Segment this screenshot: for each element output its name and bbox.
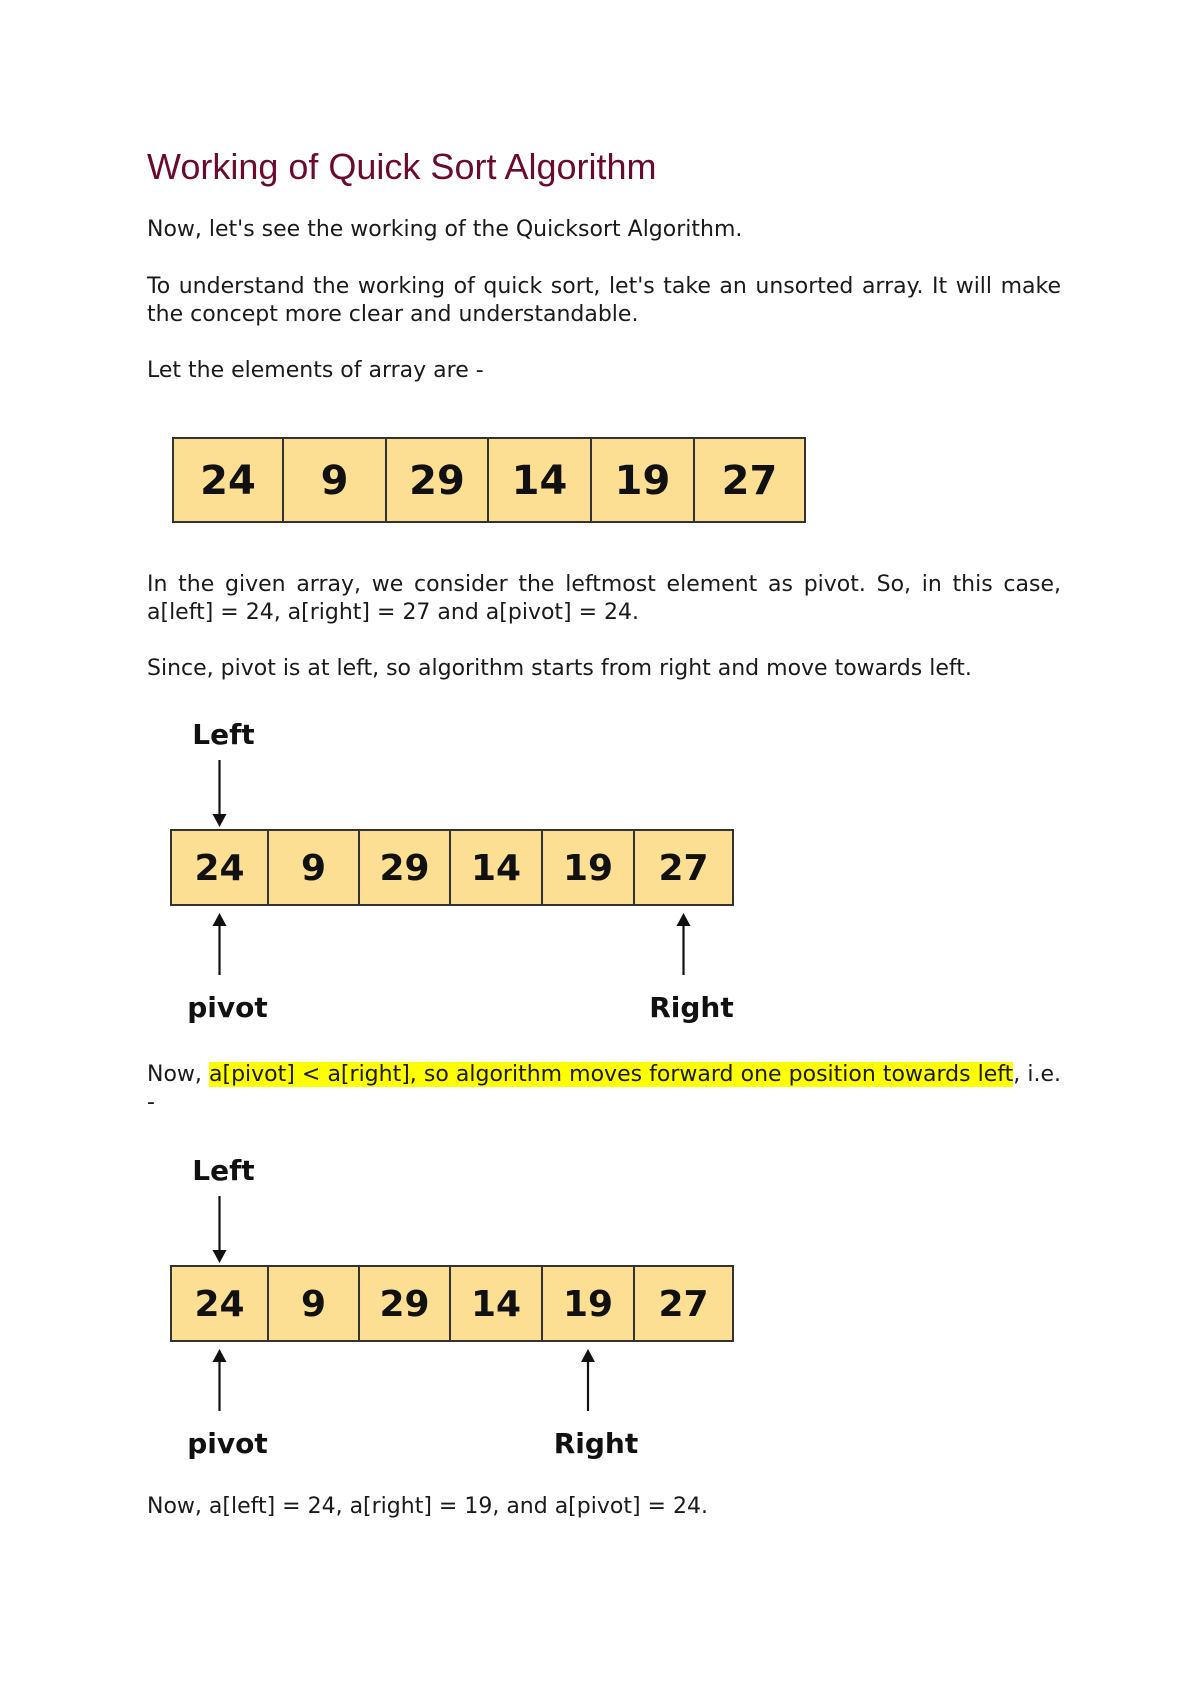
array-cell-value: 24 — [194, 848, 245, 889]
pointer-label: Left — [192, 1154, 255, 1187]
array-cell-value: 24 — [200, 458, 256, 504]
array-figure-initial — [0, 432, 1200, 532]
pivot-explanation-paragraph: In the given array, we consider the leftmost element as pivot. So, in this case, a[left] = 24, a[right] = 27 and a[pivot] = 24. — [147, 572, 1061, 625]
intro-paragraph: Now, let's see the working of the Quicksort Algorithm. — [147, 217, 743, 242]
array-cell-value: 27 — [658, 848, 709, 889]
array-cell-value: 19 — [562, 848, 614, 889]
array-cell-value: 14 — [470, 1284, 522, 1325]
pointer-label: Right — [649, 991, 734, 1024]
array-cell-value: 14 — [470, 848, 522, 889]
array-cell-value: 29 — [379, 1284, 430, 1325]
pointer-pivot — [187, 913, 268, 1024]
comparison-suffix: , i.e. - — [147, 1062, 1061, 1115]
array-cell-value: 24 — [194, 1284, 245, 1325]
pointer-label: pivot — [187, 1427, 268, 1460]
arrow-head-icon — [213, 814, 227, 827]
array-cell-value: 27 — [658, 1284, 709, 1325]
array-cell-value: 9 — [300, 1284, 327, 1325]
array-cell-value: 9 — [300, 848, 327, 889]
pointer-label: Right — [553, 1427, 639, 1460]
array-cell-value: 19 — [614, 458, 671, 504]
array-intro-paragraph: Let the elements of array are - — [147, 358, 484, 383]
array-cell-value: 19 — [562, 1284, 614, 1325]
pointer-label: Left — [192, 718, 255, 751]
comparison-paragraph — [147, 1061, 1061, 1117]
array-cell-value: 27 — [721, 458, 778, 504]
direction-paragraph: Since, pivot is at left, so algorithm starts from right and move towards left. — [147, 656, 972, 681]
array-diagram-with-pointers — [0, 712, 1200, 1032]
array-diagram — [0, 432, 1200, 532]
comparison-prefix: Now, — [147, 1062, 209, 1087]
array-cell-value: 9 — [320, 458, 349, 504]
arrow-head-icon — [213, 1250, 227, 1263]
pointer-right — [649, 913, 734, 1024]
page-title: Working of Quick Sort Algorithm — [147, 146, 657, 187]
array-cell-value: 29 — [409, 458, 465, 504]
pointer-label: pivot — [187, 991, 268, 1024]
explanation-paragraph: To understand the working of quick sort, let's take an unsorted array. It will make the concept more clear and understandable. — [147, 274, 1061, 327]
array-figure-step-2 — [0, 1148, 1200, 1468]
pointer-pivot — [187, 1349, 268, 1460]
array-diagram-with-pointers — [0, 1148, 1200, 1468]
pointer-right — [554, 1349, 639, 1460]
array-cell-value: 29 — [379, 848, 430, 889]
pointer-left — [192, 1154, 254, 1263]
array-figure-step-1 — [0, 712, 1200, 1032]
array-cell-value: 14 — [511, 458, 568, 504]
status-paragraph: Now, a[left] = 24, a[right] = 19, and a[pivot] = 24. — [147, 1494, 708, 1519]
highlighted-text: a[pivot] < a[right], so algorithm moves forward one position towards left — [209, 1062, 1014, 1087]
pointer-left — [192, 718, 254, 827]
